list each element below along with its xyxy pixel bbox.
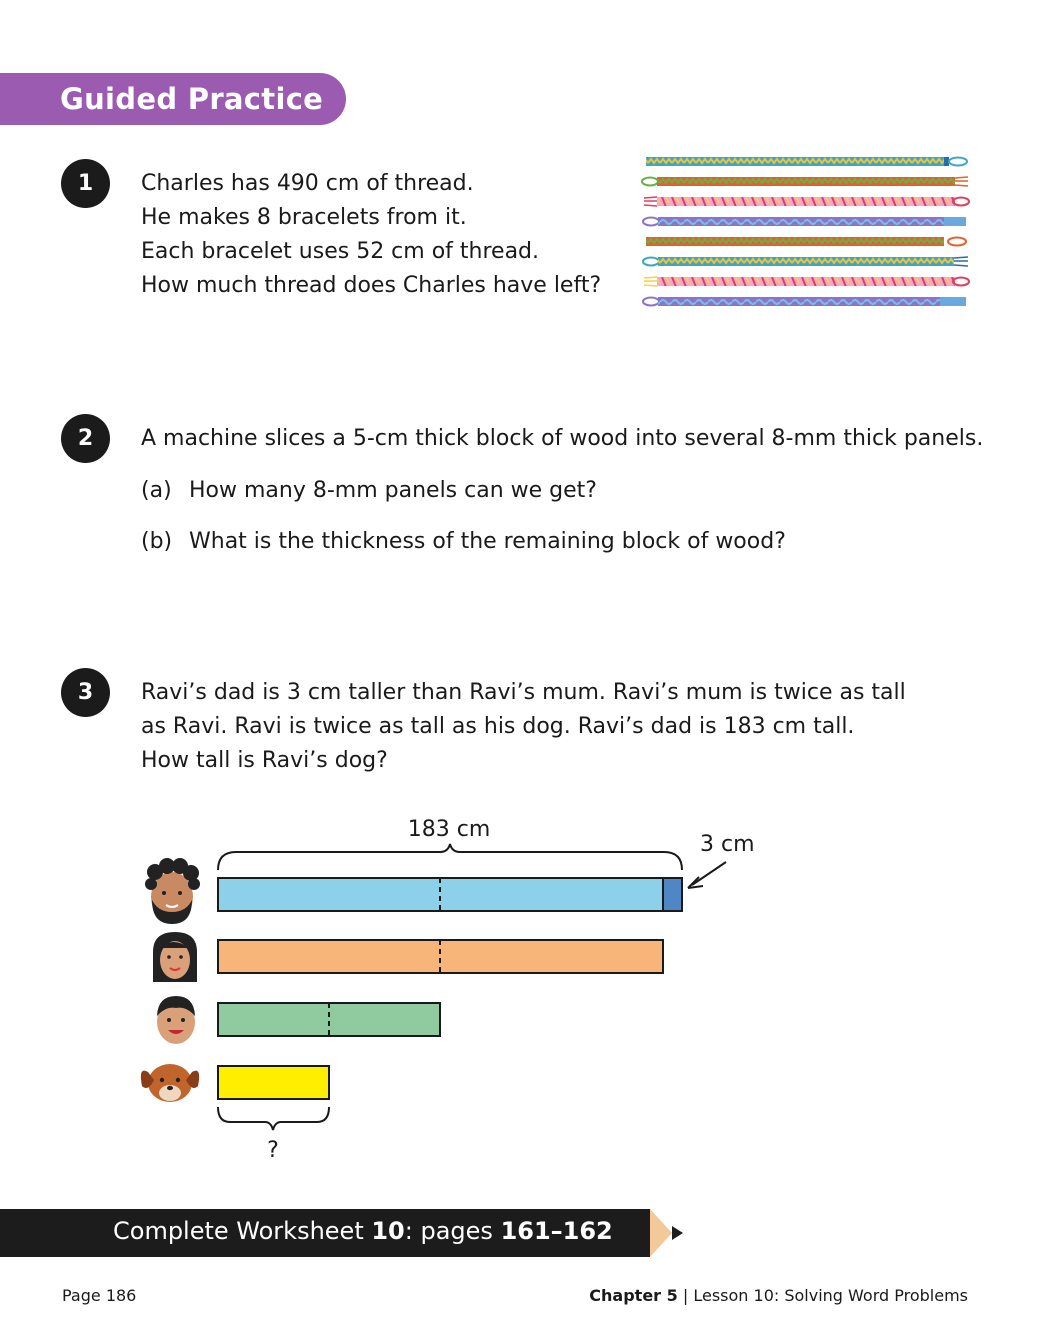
question-1-line-1: Charles has 490 cm of thread.	[141, 171, 474, 196]
question-1-line-4: How much thread does Charles have left?	[141, 273, 602, 298]
worksheet-middle: : pages	[404, 1217, 501, 1245]
dog-avatar	[141, 1064, 199, 1102]
extra-label: 3 cm	[700, 832, 755, 857]
chapter-info	[589, 1286, 968, 1305]
total-brace	[218, 844, 682, 870]
total-label: 183 cm	[407, 817, 491, 842]
unknown-brace	[218, 1107, 329, 1130]
footer-arrow-icon	[650, 1209, 683, 1257]
question-2-part-b-label: (b)	[141, 529, 173, 554]
question-2-part-a-label: (a)	[141, 478, 172, 503]
question-3-line-1: Ravi’s dad is 3 cm taller than Ravi’s mum. Ravi’s mum is twice as tall	[141, 680, 906, 705]
bar-dog	[218, 1066, 329, 1099]
section-title: Guided Practice	[60, 82, 324, 116]
worksheet-pages: 161–162	[500, 1217, 613, 1245]
mum-avatar	[153, 932, 197, 982]
lesson-title: Lesson 10: Solving Word Problems	[693, 1286, 968, 1305]
worksheet-number: 10	[371, 1217, 405, 1245]
bar-dad	[218, 878, 682, 911]
question-number-2: 2	[61, 414, 110, 463]
question-1-line-2: He makes 8 bracelets from it.	[141, 205, 467, 230]
worksheet-prefix: Complete Worksheet	[113, 1217, 372, 1245]
worksheet-instruction	[113, 1217, 613, 1245]
chapter-name: Chapter 5	[589, 1286, 678, 1305]
bar-mum	[218, 940, 663, 973]
question-number-3: 3	[61, 668, 110, 717]
unknown-label: ?	[267, 1138, 279, 1163]
question-2-line-1: A machine slices a 5-cm thick block of wood into several 8-mm thick panels.	[141, 426, 984, 451]
question-1-line-3: Each bracelet uses 52 cm of thread.	[141, 239, 540, 264]
question-2-part-b-text: What is the thickness of the remaining block of wood?	[189, 529, 786, 554]
bar-ravi	[218, 1003, 440, 1036]
question-number-1: 1	[61, 159, 110, 208]
extra-arrow	[688, 862, 726, 888]
question-3-line-2: as Ravi. Ravi is twice as tall as his dog. Ravi’s dad is 183 cm tall.	[141, 714, 855, 739]
ravi-avatar	[157, 996, 195, 1044]
question-3-line-3: How tall is Ravi’s dog?	[141, 748, 388, 773]
page-number: Page 186	[62, 1286, 137, 1305]
dad-avatar	[145, 858, 200, 924]
question-2-part-a-text: How many 8-mm panels can we get?	[189, 478, 597, 503]
chapter-separator: |	[677, 1286, 694, 1305]
